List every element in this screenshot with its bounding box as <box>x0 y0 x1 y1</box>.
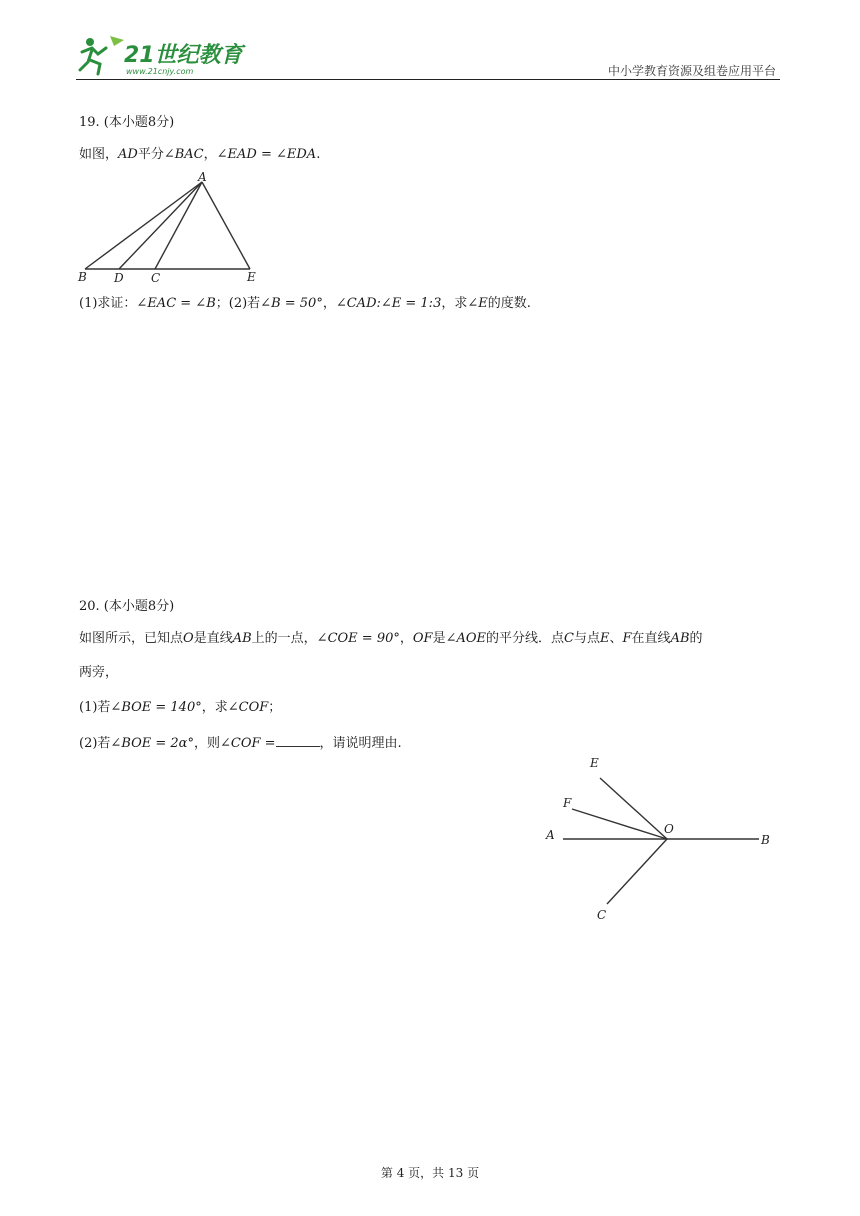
q19-parts-math2: ∠B = 50° <box>260 296 323 311</box>
logo-text: 21世纪教育 <box>124 43 243 68</box>
q19-stem <box>79 145 320 165</box>
q20-label-C: C <box>597 908 607 922</box>
q20-label-A: A <box>546 828 555 842</box>
q20-t7: 与点 <box>573 631 600 646</box>
page-footer: 第 4 页，共 13 页 <box>380 1166 480 1180</box>
q20-part1 <box>79 698 281 718</box>
q19-parts-mid1: ；(2)若 <box>215 296 261 311</box>
q20-stem-line1 <box>79 629 779 649</box>
q20-t6: 的平分线．点 <box>486 631 565 646</box>
page-header <box>76 30 780 80</box>
q19-parts-math1: ∠EAC = ∠B <box>136 296 216 311</box>
q20-label-E: E <box>590 756 599 770</box>
q20-stem-line2: 两旁， <box>79 665 119 680</box>
q20-m2: AB <box>232 631 252 646</box>
q20-p1-m1: ∠BOE = 140° <box>110 700 202 715</box>
q20-m9: AB <box>670 631 690 646</box>
q20-m6: C <box>564 631 574 646</box>
q19-line-AB <box>85 182 202 269</box>
q19-stem-end: . <box>316 147 321 162</box>
q20-m4: OF <box>412 631 433 646</box>
q20-m7: E <box>600 631 610 646</box>
q19-parts-mid2: ， <box>322 296 336 311</box>
logo <box>76 30 256 78</box>
header-platform-name: 中小学教育资源及组卷应用平台 <box>607 64 776 78</box>
q20-p1-m2: ∠COF <box>227 700 269 715</box>
q20-p2-t3: ，请说明理由. <box>319 736 402 751</box>
q19-stem-math1: AD <box>118 147 138 162</box>
q20-label-O: O <box>664 822 674 836</box>
q19-parts <box>79 294 531 314</box>
q19-stem-math2: ∠BAC <box>163 147 204 162</box>
q19-stem-math3: ∠EAD = ∠EDA <box>216 147 317 162</box>
q20-t5: 是 <box>432 631 446 646</box>
q20-ray-OF <box>572 809 667 839</box>
q20-p1-t2: ，求 <box>201 700 228 715</box>
q19-label-B: B <box>78 270 87 284</box>
answer-blank <box>276 732 320 747</box>
q19-parts-mid3: ，求 <box>441 296 468 311</box>
q19-number: 19. (本小题8分) <box>79 115 175 130</box>
q20-m8: F <box>622 631 632 646</box>
q20-t9: 在直线 <box>631 631 671 646</box>
q19-parts-math4: ∠E <box>467 296 488 311</box>
q20-m5: ∠AOE <box>445 631 487 646</box>
q20-label-F: F <box>563 796 572 810</box>
q20-p2-m1: ∠BOE = 2α° <box>110 736 194 751</box>
runner-icon <box>80 36 124 74</box>
q20-p1-t3: ； <box>268 700 282 715</box>
q19-label-D: D <box>114 271 124 285</box>
q19-parts-end: 的度数. <box>487 296 531 311</box>
q20-p2-t1: (2)若 <box>79 736 111 751</box>
q20-m3: ∠COE = 90° <box>316 631 400 646</box>
q19-label-A: A <box>198 172 207 184</box>
q19-line-AE <box>202 182 250 269</box>
logo-url: www.21cnjy.com <box>126 67 194 76</box>
q20-ray-OE <box>600 778 667 839</box>
q20-p2-t2: ，则 <box>193 736 220 751</box>
q20-t3: 上的一点， <box>251 631 317 646</box>
q20-t4: ， <box>399 631 413 646</box>
q20-part2 <box>79 732 402 754</box>
q19-stem-mid2: ， <box>203 147 217 162</box>
q19-line-AC <box>155 182 202 269</box>
q19-parts-math3: ∠CAD:∠E = 1:3 <box>335 296 442 311</box>
q20-figure <box>540 752 780 928</box>
q19-line-AD <box>119 182 202 269</box>
q20-t8: 、 <box>609 631 623 646</box>
q19-stem-prefix: 如图， <box>79 147 119 162</box>
q20-t1: 如图所示，已知点 <box>79 631 184 646</box>
q19-label-C: C <box>151 271 161 285</box>
header-divider <box>76 79 780 80</box>
q20-ray-OC <box>607 839 667 904</box>
q20-p1-t1: (1)若 <box>79 700 111 715</box>
q19-label-E: E <box>247 270 256 284</box>
q19-figure <box>76 172 266 288</box>
q20-t2: 是直线 <box>193 631 233 646</box>
q20-number: 20. (本小题8分) <box>79 599 175 614</box>
q20-m1: O <box>183 631 194 646</box>
q20-p2-m2: ∠COF = <box>219 736 276 751</box>
q20-t10: 的 <box>689 631 703 646</box>
q19-stem-mid1: 平分 <box>137 147 164 162</box>
q20-label-B: B <box>761 833 770 847</box>
q19-parts-prefix1: (1)求证： <box>79 296 137 311</box>
